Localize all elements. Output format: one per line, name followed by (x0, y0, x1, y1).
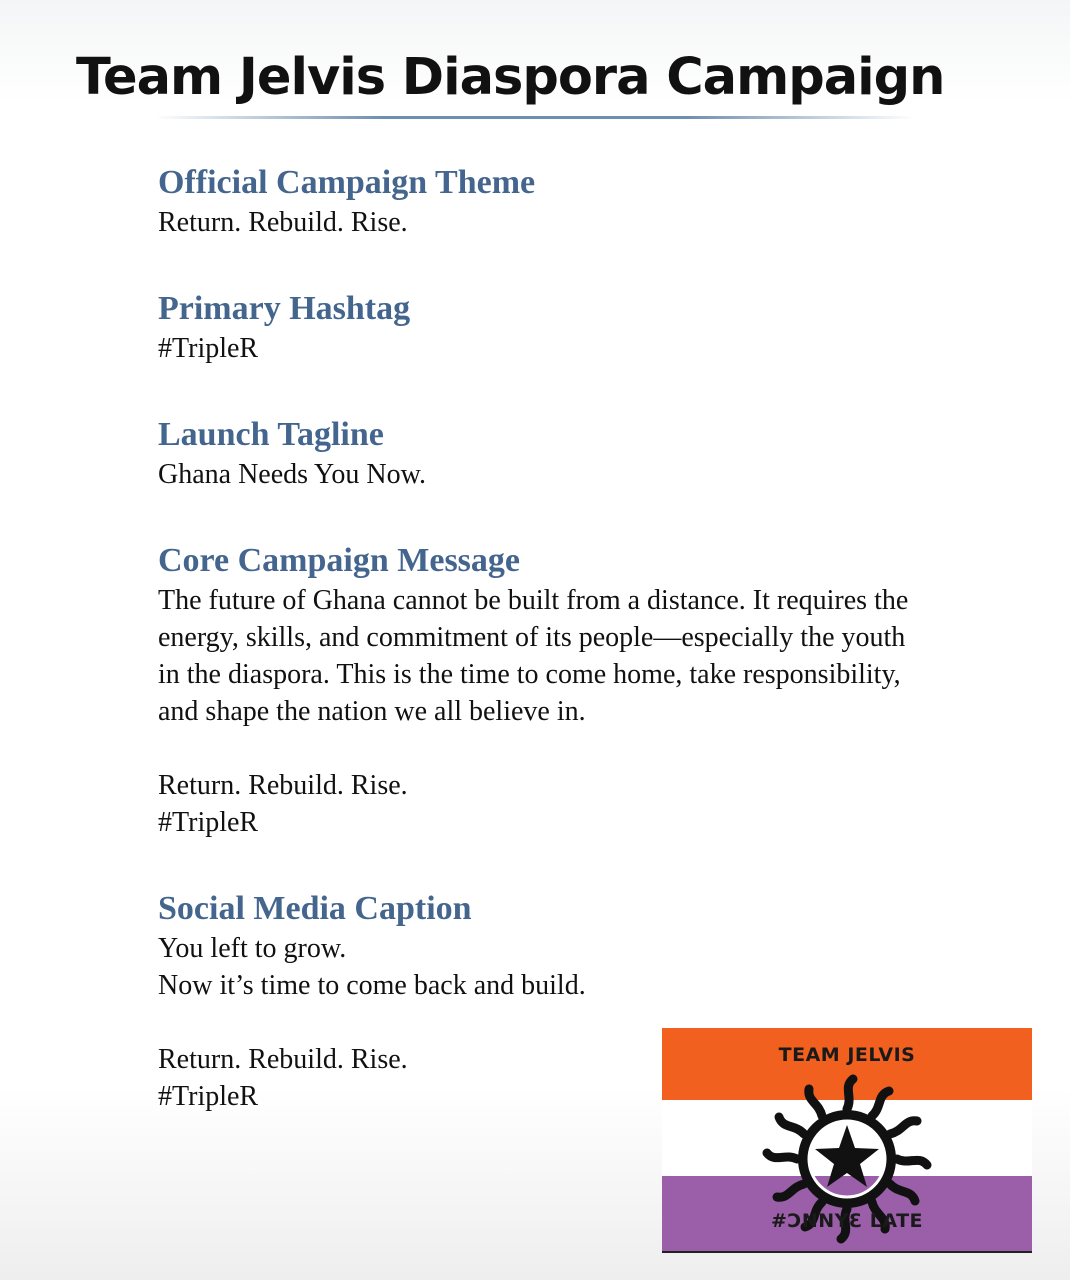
section-theme (158, 162, 938, 241)
document-body (158, 162, 938, 1162)
title-underline (155, 116, 915, 119)
caption-theme-line: Return. Rebuild. Rise. (158, 1044, 408, 1075)
section-core-message (158, 540, 938, 841)
section-heading: Launch Tagline (158, 416, 384, 453)
section-heading: Social Media Caption (158, 890, 472, 927)
section-tagline (158, 414, 938, 493)
caption-line-1: You left to grow. (158, 933, 347, 964)
section-hashtag (158, 288, 938, 367)
core-message-paragraph: The future of Ghana cannot be built from a distance. It requires the energy, skills, and commitment of its people—especially the youth in the diaspora. This is the time to come home, take responsibility, and shape the nation we all believe in. (158, 585, 909, 727)
flag-top-text: TEAM JELVIS (778, 1044, 916, 1066)
section-text: Return. Rebuild. Rise. (158, 207, 408, 238)
team-jelvis-flag (662, 1028, 1032, 1253)
caption-line-2: Now it’s time to come back and build. (158, 970, 586, 1001)
core-hashtag-line: #TripleR (158, 807, 259, 838)
section-text: Ghana Needs You Now. (158, 459, 427, 490)
section-heading: Official Campaign Theme (158, 164, 536, 201)
section-heading: Core Campaign Message (158, 542, 520, 579)
page-title: Team Jelvis Diaspora Campaign (76, 48, 945, 107)
caption-hashtag-line: #TripleR (158, 1081, 259, 1112)
core-theme-line: Return. Rebuild. Rise. (158, 770, 408, 801)
section-text: #TripleR (158, 333, 259, 364)
flag-bottom-text: #ƆNNYƐ LATE (770, 1210, 924, 1232)
section-heading: Primary Hashtag (158, 290, 411, 327)
